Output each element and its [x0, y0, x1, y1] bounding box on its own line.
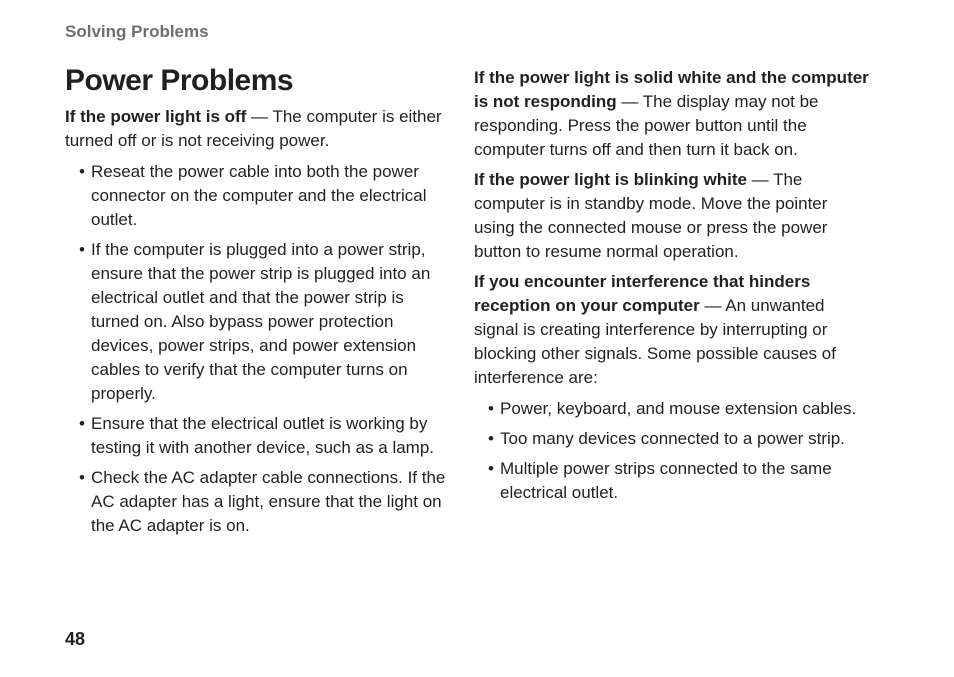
- list-item: • Too many devices connected to a power strip.: [486, 427, 869, 451]
- list-item: • Power, keyboard, and mouse extension cables.: [486, 397, 869, 421]
- intro-paragraph: [65, 105, 450, 153]
- list-item: • Check the AC adapter cable connections. If the AC adapter has a light, ensure that the light on the AC adapter is on.: [77, 466, 450, 538]
- list-item: • Multiple power strips connected to the same electrical outlet.: [486, 457, 869, 505]
- list-item: • If the computer is plugged into a power strip, ensure that the power strip is plugged into an electrical outlet and that the power strip is turned on. Also bypass power protection devices, power strips, and power extension cables to verify that the computer turns on properly.: [77, 238, 450, 406]
- right-bullet-list: [474, 397, 869, 505]
- paragraph-lead: If the power light is solid white and the computer is not responding: [474, 68, 869, 111]
- intro-lead: If the power light is off: [65, 107, 247, 126]
- right-column: [474, 66, 869, 511]
- list-item: • Reseat the power cable into both the power connector on the computer and the electrical outlet.: [77, 160, 450, 232]
- paragraph-text: — The display may not be responding. Press the power button until the computer turns off and then turn it back on.: [474, 92, 819, 159]
- page-title: Power Problems: [65, 64, 294, 97]
- paragraph-text: — The computer is in standby mode. Move the pointer using the connected mouse or press the power button to resume normal operation.: [474, 170, 828, 261]
- intro-text: — The computer is either turned off or is not receiving power.: [65, 107, 442, 150]
- list-item: • Ensure that the electrical outlet is working by testing it with another device, such as a lamp.: [77, 412, 450, 460]
- paragraph: [474, 168, 869, 264]
- paragraph-lead: If the power light is blinking white: [474, 170, 747, 189]
- page-number: 48: [65, 629, 86, 649]
- running-head: Solving Problems: [65, 22, 209, 41]
- left-bullet-list: [65, 160, 450, 538]
- paragraph-text: — An unwanted signal is creating interference by interrupting or blocking other signals. Some possible causes of interference are:: [474, 296, 836, 387]
- paragraph-lead: If you encounter interference that hinders reception on your computer: [474, 272, 811, 315]
- paragraph: [474, 66, 869, 162]
- left-column: [65, 105, 450, 544]
- paragraph: [474, 270, 869, 390]
